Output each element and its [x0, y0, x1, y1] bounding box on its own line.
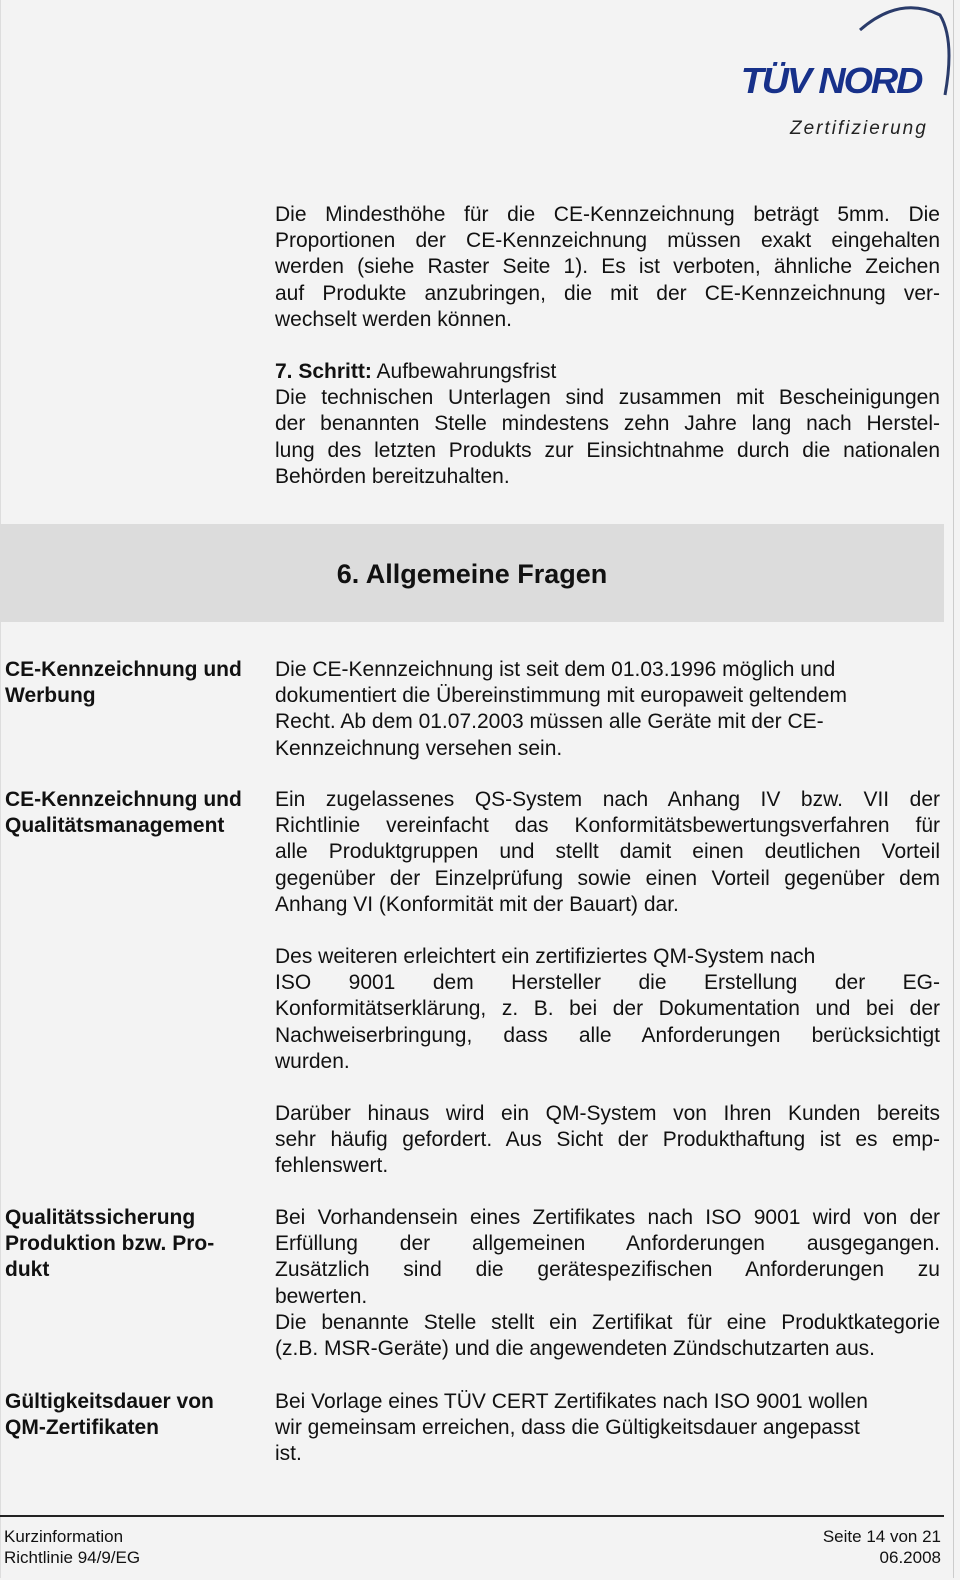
text-line: fehlenswert. [275, 1154, 389, 1178]
faq-answer [275, 1101, 940, 1180]
intro-paragraph-1 [275, 202, 940, 333]
step-body [275, 385, 940, 490]
text-line: Kennzeichnung versehen sein. [275, 736, 563, 760]
text-line: alle Produktgruppen und stellt damit einen deutlichen Vorteil [275, 840, 940, 864]
footer-date: 06.2008 [879, 1548, 941, 1567]
text-line: dukt [5, 1258, 50, 1282]
footer-directive: Richtlinie 94/9/EG [4, 1548, 141, 1567]
text-line: Proportionen der CE-Kennzeichnung müssen exakt eingehalten [275, 229, 940, 253]
text-line: Konformitätserklärung, z. B. bei der Dokumentation und bei der [275, 997, 940, 1021]
text-line: wechselt werden können. [275, 307, 512, 331]
text-line: Bei Vorlage eines TÜV CERT Zertifikates nach ISO 9001 wollen [275, 1390, 868, 1413]
text-line: Ein zugelassenes QS-System nach Anhang IV bzw. VII der [275, 788, 940, 811]
text-line: werden (siehe Raster Seite 1). Es ist verboten, ähnliche Zeichen [275, 255, 940, 279]
faq-answer [275, 1205, 940, 1362]
text-line: Die benannte Stelle stellt ein Zertifikat für eine Produktkategorie [275, 1310, 940, 1334]
text-line: CE-Kennzeichnung und [5, 658, 242, 681]
text-line: Werbung [5, 684, 96, 708]
text-line: Recht. Ab dem 01.07.2003 müssen alle Geräte mit der CE- [275, 710, 824, 734]
text-line: ISO 9001 dem Hersteller die Erstellung der EG- [275, 971, 940, 995]
faq-label [5, 657, 270, 709]
faq-answer [275, 944, 940, 1075]
text-line: (z.B. MSR-Geräte) und die angewendeten Zündschutzarten aus. [275, 1337, 875, 1361]
text-line: gegenüber der Einzelprüfung sowie einen Vorteil gegenüber dem [275, 866, 940, 890]
section-title: 6. Allgemeine Fragen [336, 559, 608, 589]
text-line: Gültigkeitsdauer von [5, 1390, 214, 1413]
faq-answer [275, 787, 940, 918]
text-line: QM-Zertifikaten [5, 1416, 160, 1440]
logo-subtitle: Zertifizierung [790, 118, 928, 139]
text-line: bewerten. [275, 1284, 368, 1308]
footer-right [823, 1526, 941, 1568]
text-line: der benannten Stelle mindestens zehn Jahre lang nach Herstel- [275, 412, 940, 436]
faq-answer [275, 1389, 940, 1468]
text-line: Qualitätsmanagement [5, 814, 225, 838]
step-label: 7. Schritt: [275, 360, 372, 383]
text-line: Anhang VI (Konformität mit der Bauart) dar. [275, 892, 679, 916]
text-line: wir gemeinsam erreichen, dass die Gültigkeitsdauer angepasst [275, 1416, 860, 1440]
text-line: Zusätzlich sind die gerätespezifischen Anforderungen zu [275, 1258, 940, 1282]
text-line: Produktion bzw. Pro- [5, 1232, 215, 1256]
footer-page-number: Seite 14 von 21 [822, 1527, 941, 1546]
text-line: Bei Vorhandensein eines Zertifikates nach ISO 9001 wird von der [275, 1206, 940, 1229]
text-line: Die technischen Unterlagen sind zusammen mit Bescheinigungen [275, 386, 940, 410]
text-line: CE-Kennzeichnung und [5, 788, 242, 811]
text-line: Behörden bereitzuhalten. [275, 464, 510, 488]
text-line: Die Mindesthöhe für die CE-Kennzeichnung beträgt 5mm. Die [275, 203, 940, 226]
text-line: Die CE-Kennzeichnung ist seit dem 01.03.1996 möglich und [275, 658, 836, 681]
text-line: Erfüllung der allgemeinen Anforderungen ausgegangen. [275, 1232, 940, 1256]
section-band [0, 524, 944, 622]
text-line: ist. [275, 1442, 302, 1466]
text-line: sehr häufig gefordert. Aus Sicht der Produkthaftung ist es emp- [275, 1128, 940, 1152]
footer-left [4, 1526, 140, 1568]
faq-answer [275, 657, 940, 762]
text-line: wurden. [275, 1049, 350, 1073]
text-line: Richtlinie vereinfacht das Konformitätsbewertungsverfahren für [275, 814, 940, 838]
footer-doc-type: Kurzinformation [4, 1527, 124, 1546]
text-line: dokumentiert die Übereinstimmung mit europaweit geltendem [275, 684, 847, 708]
faq-label [5, 1205, 270, 1284]
faq-label [5, 1389, 270, 1441]
tuv-nord-logo: TÜV NORD [740, 60, 922, 101]
footer-rule [0, 1515, 944, 1517]
intro-paragraph-2 [275, 359, 940, 490]
text-line: Des weiteren erleichtert ein zertifiziertes QM-System nach [275, 945, 816, 968]
text-line: Nachweiserbringung, dass alle Anforderungen berücksichtigt [275, 1023, 940, 1047]
text-line: lung des letzten Produkts zur Einsichtnahme durch die nationalen [275, 438, 940, 462]
text-line: Darüber hinaus wird ein QM-System von Ihren Kunden bereits [275, 1102, 940, 1125]
text-line: auf Produkte anzubringen, die mit der CE-Kennzeichnung ver- [275, 281, 940, 305]
step-title: Aufbewahrungsfrist [371, 360, 557, 383]
faq-label [5, 787, 270, 839]
text-line: Qualitätssicherung [5, 1206, 196, 1229]
